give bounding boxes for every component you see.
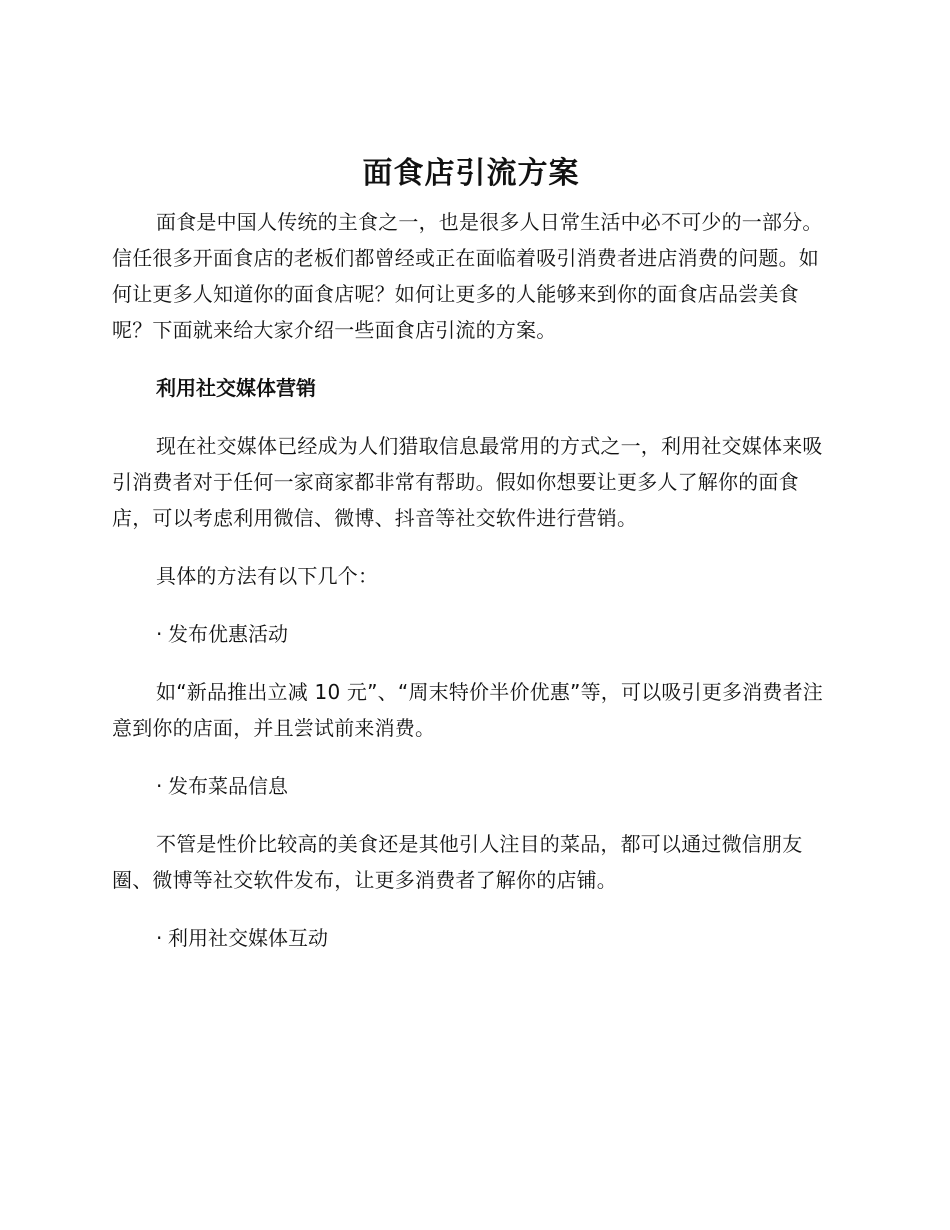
bullet-description-promotions: 如“新品推出立减 10 元”、“周末特价半价优惠”等，可以吸引更多消费者注意到你的店面，并且尝试前来消费。 (112, 680, 824, 740)
bullet-label: 发布优惠活动 (168, 622, 288, 646)
bullet-item-social-interaction (112, 920, 830, 956)
section-paragraph-social-media: 现在社交媒体已经成为人们猎取信息最常用的方式之一，利用社交媒体来吸引消费者对于任何一家商家都非常有帮助。假如你想要让更多人了解你的面食店，可以考虑利用微信、微博、抖音等社交软件进行营销。 (112, 434, 823, 530)
bullet-dot: · (156, 774, 163, 798)
section-heading-social-media: 利用社交媒体营销 (156, 376, 316, 400)
intro-paragraph: 面食是中国人传统的主食之一，也是很多人日常生活中必不可少的一部分。信任很多开面食店的老板们都曾经或正在面临着吸引消费者进店消费的问题。如何让更多人知道你的面食店呢？如何让更多的人能够来到你的面食店品尝美食呢？下面就来给大家介绍一些面食店引流的方案。 (112, 210, 823, 342)
bullet-label: 发布菜品信息 (168, 774, 288, 798)
bullet-dot: · (156, 926, 163, 950)
bullet-description-menu-info: 不管是性价比较高的美食还是其他引人注目的菜品，都可以通过微信朋友圈、微博等社交软件发布，让更多消费者了解你的店铺。 (112, 832, 803, 892)
bullet-item-promotions (112, 616, 830, 652)
bullet-label: 利用社交媒体互动 (168, 926, 328, 950)
methods-intro: 具体的方法有以下几个： (156, 564, 379, 588)
document-title: 面食店引流方案 (362, 156, 580, 191)
document-page (112, 148, 830, 956)
bullet-dot: · (156, 622, 163, 646)
bullet-item-menu-info (112, 768, 830, 804)
